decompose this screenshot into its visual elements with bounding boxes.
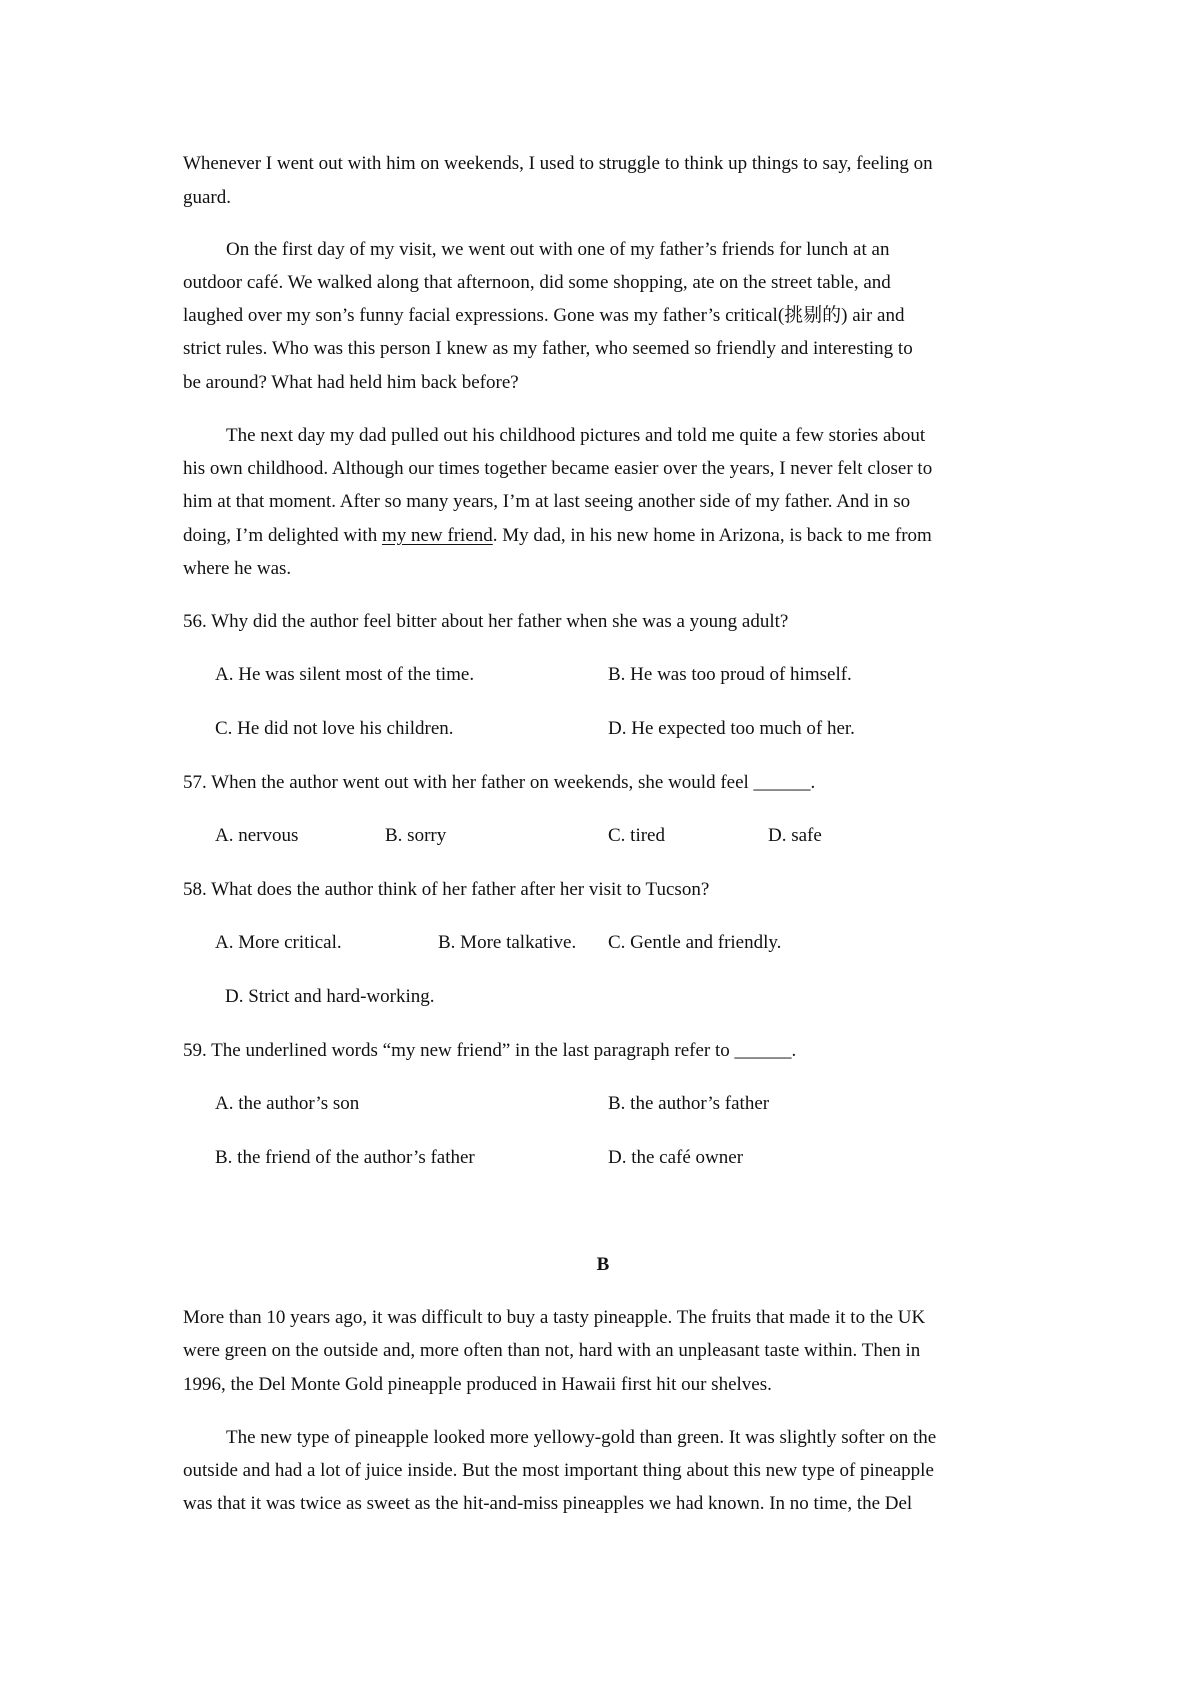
passage-a-p3-line-1: The next day my dad pulled out his childhood pictures and told me quite a few stories about: [226, 425, 926, 446]
passage-a-p2-line-1: On the first day of my visit, we went out with one of my father’s friends for lunch at an: [226, 239, 890, 260]
passage-a-p1-line-2: guard.: [183, 187, 232, 208]
question-58-option-a: A. More critical.: [215, 932, 342, 953]
passage-a-p3-line-4-before: doing, I’m delighted with: [183, 525, 382, 546]
section-b-p2-line-1: The new type of pineapple looked more yellowy-gold than green. It was slightly softer on the: [226, 1427, 937, 1448]
question-56-option-a: A. He was silent most of the time.: [215, 664, 475, 685]
passage-a-p3-line-4: [183, 519, 1025, 553]
question-57-option-a: A. nervous: [215, 825, 299, 846]
section-b-p2-line-3: was that it was twice as sweet as the hit-and-miss pineapples we had known. In no time, the Del: [183, 1493, 913, 1514]
section-b-p1-line-1: More than 10 years ago, it was difficult to buy a tasty pineapple. The fruits that made it to the UK: [183, 1307, 926, 1328]
question-56-option-b: B. He was too proud of himself.: [608, 664, 852, 685]
passage-a-p1-line-1: Whenever I went out with him on weekends, I used to struggle to think up things to say, feeling on: [183, 153, 933, 174]
section-b-p1-line-2: were green on the outside and, more often than not, hard with an unpleasant taste within. Then in: [183, 1340, 921, 1361]
question-58-stem: 58. What does the author think of her father after her visit to Tucson?: [183, 879, 710, 900]
question-59-option-a: A. the author’s son: [215, 1093, 360, 1114]
passage-a-p3-line-5: where he was.: [183, 558, 292, 579]
section-b-heading: B: [596, 1254, 610, 1275]
question-56-stem: 56. Why did the author feel bitter about her father when she was a young adult?: [183, 611, 789, 632]
question-59-option-d: D. the café owner: [608, 1147, 744, 1168]
passage-a-p2-line-3: laughed over my son’s funny facial expressions. Gone was my father’s critical(挑剔的) air and: [183, 305, 905, 326]
question-57-option-c: C. tired: [608, 825, 665, 846]
passage-a-p2-line-2: outdoor café. We walked along that afternoon, did some shopping, ate on the street table, and: [183, 272, 891, 293]
question-59-option-c: B. the friend of the author’s father: [215, 1147, 475, 1168]
question-59-option-b: B. the author’s father: [608, 1093, 770, 1114]
question-58-option-d: D. Strict and hard-working.: [225, 986, 435, 1007]
passage-a-p2-line-4: strict rules. Who was this person I knew as my father, who seemed so friendly and interesting to: [183, 338, 913, 359]
question-57-stem: 57. When the author went out with her father on weekends, she would feel ______.: [183, 772, 816, 793]
question-58-option-c: C. Gentle and friendly.: [608, 932, 782, 953]
passage-a-p3-line-2: his own childhood. Although our times together became easier over the years, I never felt closer to: [183, 458, 933, 479]
passage-a-p3-line-3: him at that moment. After so many years, I’m at last seeing another side of my father. And in so: [183, 491, 911, 512]
question-57-option-b: B. sorry: [385, 825, 447, 846]
underlined-my-new-friend: my new friend: [381, 525, 493, 546]
section-b-p2-line-2: outside and had a lot of juice inside. But the most important thing about this new type of pineapple: [183, 1460, 934, 1481]
question-56-option-d: D. He expected too much of her.: [608, 718, 855, 739]
passage-a-p3-line-4-after: . My dad, in his new home in Arizona, is back to me from: [492, 525, 932, 546]
question-56-option-c: C. He did not love his children.: [215, 718, 454, 739]
question-59-stem: 59. The underlined words “my new friend” in the last paragraph refer to ______.: [183, 1040, 797, 1061]
question-57-option-d: D. safe: [768, 825, 822, 846]
question-58-option-b: B. More talkative.: [438, 932, 577, 953]
passage-a-p2-line-5: be around? What had held him back before?: [183, 372, 519, 393]
section-b-p1-line-3: 1996, the Del Monte Gold pineapple produced in Hawaii first hit our shelves.: [183, 1374, 772, 1395]
